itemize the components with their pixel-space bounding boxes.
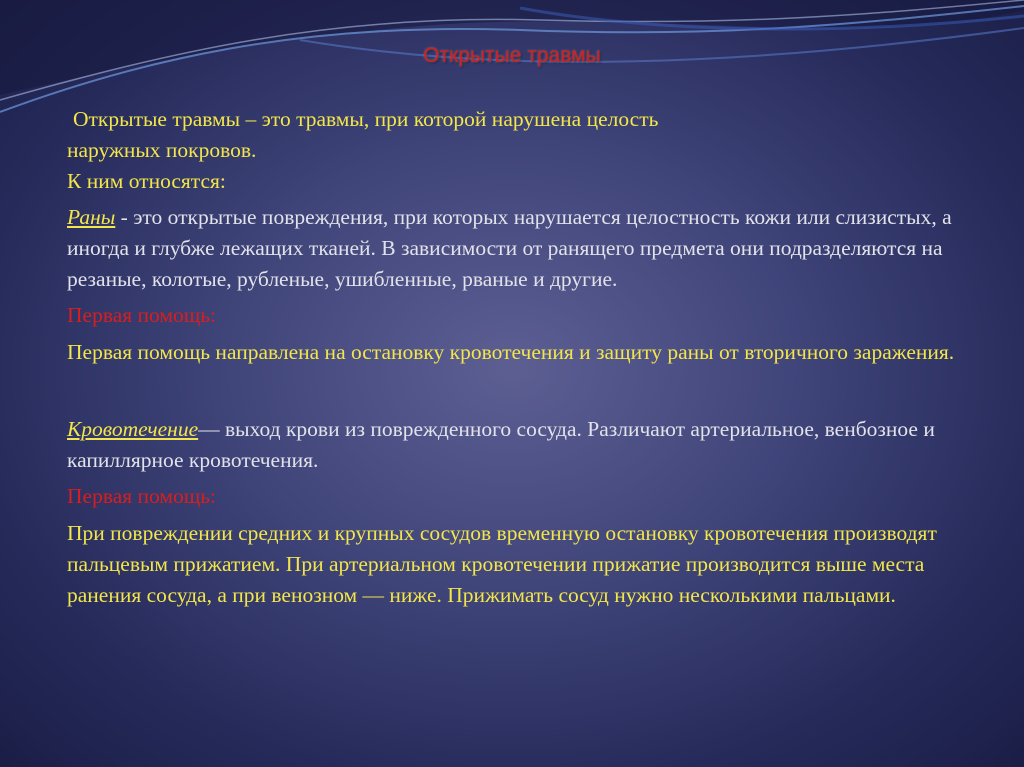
wounds-term: Раны — [67, 205, 116, 229]
first-aid-heading-1: Первая помощь: — [67, 303, 217, 327]
slide-title: Открытые травмы — [423, 44, 601, 67]
intro-line-2: наружных покровов. — [67, 138, 257, 162]
bleeding-paragraph — [67, 414, 967, 476]
first-aid-text-2: При повреждении средних и крупных сосудов временную остановку кровотечения производят пальцевым прижатием. При артериальном кровотечении прижатие производится выше места ранения сосуда, а при венозном — ниже. Прижимать сосуд нужно несколькими пальцами. — [67, 521, 937, 607]
bleeding-term: Кровотечение — [67, 417, 199, 441]
wounds-definition: - это открытые повреждения, при которых нарушается целостность кожи или слизистых, а иногда и глубже лежащих тканей. В зависимости от ранящего предмета они подразделяются на резаные, колотые, рубленые, ушибленные, рваные и другие. — [67, 205, 952, 291]
wounds-paragraph — [67, 202, 967, 295]
first-aid-heading-2: Первая помощь: — [67, 484, 217, 508]
bleeding-definition: — выход крови из поврежденного сосуда. Различают артериальное, венбозное и капиллярное кровотечения. — [67, 417, 935, 472]
intro-line-1: Открытые травмы – это травмы, при которой нарушена целость — [73, 107, 659, 131]
intro-line-3: К ним относятся: — [67, 169, 226, 193]
first-aid-text-1: Первая помощь направлена на остановку кровотечения и защиту раны от вторичного заражения. — [67, 340, 955, 364]
slide-content — [67, 104, 967, 611]
